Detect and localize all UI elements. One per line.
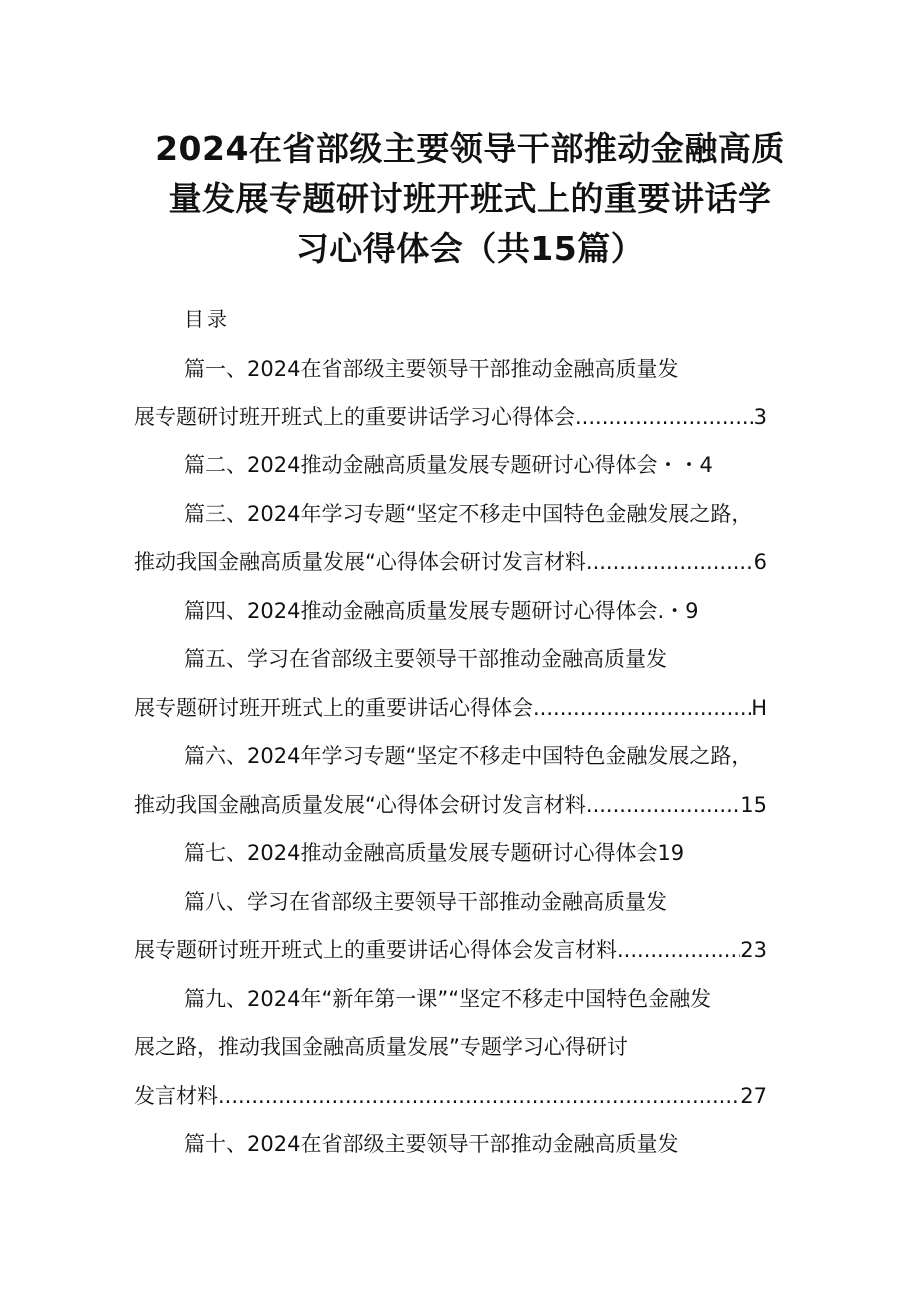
toc-page-number: 6 [753,550,767,574]
toc-line: 篇二、2024推动金融高质量发展专题研讨心得体会・・4 [184,453,713,477]
toc-line: 篇一、2024在省部级主要领导干部推动金融高质量发 [184,357,679,381]
title-line: 2024在省部级主要领导干部推动金融高质 [155,129,785,168]
toc-line-with-page [134,790,767,820]
toc-line: 篇五、学习在省部级主要领导干部推动金融高质量发 [184,647,667,671]
toc-line-with-page [134,693,767,723]
toc-line: 篇四、2024推动金融高质量发展专题研讨心得体会.・9 [184,599,699,623]
toc-entry-text: 展专题研讨班开班式上的重要讲话心得体会 [134,696,533,720]
toc-heading: 目录 [184,307,230,331]
toc-page-number: H [751,696,767,720]
document-title [120,124,820,274]
toc-entry-text: 展专题研讨班开班式上的重要讲话心得体会发言材料 [134,938,617,962]
dot-leader [586,547,754,577]
dot-leader [575,402,754,432]
toc-entry-text: 推动我国金融高质量发展“心得体会研讨发言材料 [134,793,586,817]
toc-line: 篇十、2024在省部级主要领导干部推动金融高质量发 [184,1132,679,1156]
title-line: 习心得体会（共15篇） [295,229,645,268]
dot-leader [586,790,740,820]
toc-line: 展之路，推动我国金融高质量发展”专题学习心得研讨 [134,1035,628,1059]
toc-line: 篇八、学习在省部级主要领导干部推动金融高质量发 [184,890,667,914]
toc-line-with-page [134,547,767,577]
toc-line-with-page [134,402,767,432]
dot-leader [533,693,751,723]
title-line: 量发展专题研讨班开班式上的重要讲话学 [168,179,772,218]
toc-line-with-page [134,935,767,965]
toc-entry-text: 展专题研讨班开班式上的重要讲话学习心得体会 [134,405,575,429]
dot-leader [218,1081,740,1111]
toc-line: 篇九、2024年“新年第一课”“坚定不移走中国特色金融发 [184,987,712,1011]
toc-line: 篇三、2024年学习专题“坚定不移走中国特色金融发展之路， [184,502,753,526]
toc-entry-text: 推动我国金融高质量发展“心得体会研讨发言材料 [134,550,586,574]
dot-leader [617,935,740,965]
toc-line-with-page [134,1081,767,1111]
toc-entry-text: 发言材料 [134,1084,218,1108]
toc-line: 篇七、2024推动金融高质量发展专题研讨心得体会19 [184,841,685,865]
toc-line: 篇六、2024年学习专题“坚定不移走中国特色金融发展之路， [184,744,753,768]
toc-page-number: 15 [740,793,767,817]
toc-page-number: 27 [740,1084,767,1108]
toc-page-number: 3 [753,405,767,429]
toc-page-number: 23 [740,938,767,962]
